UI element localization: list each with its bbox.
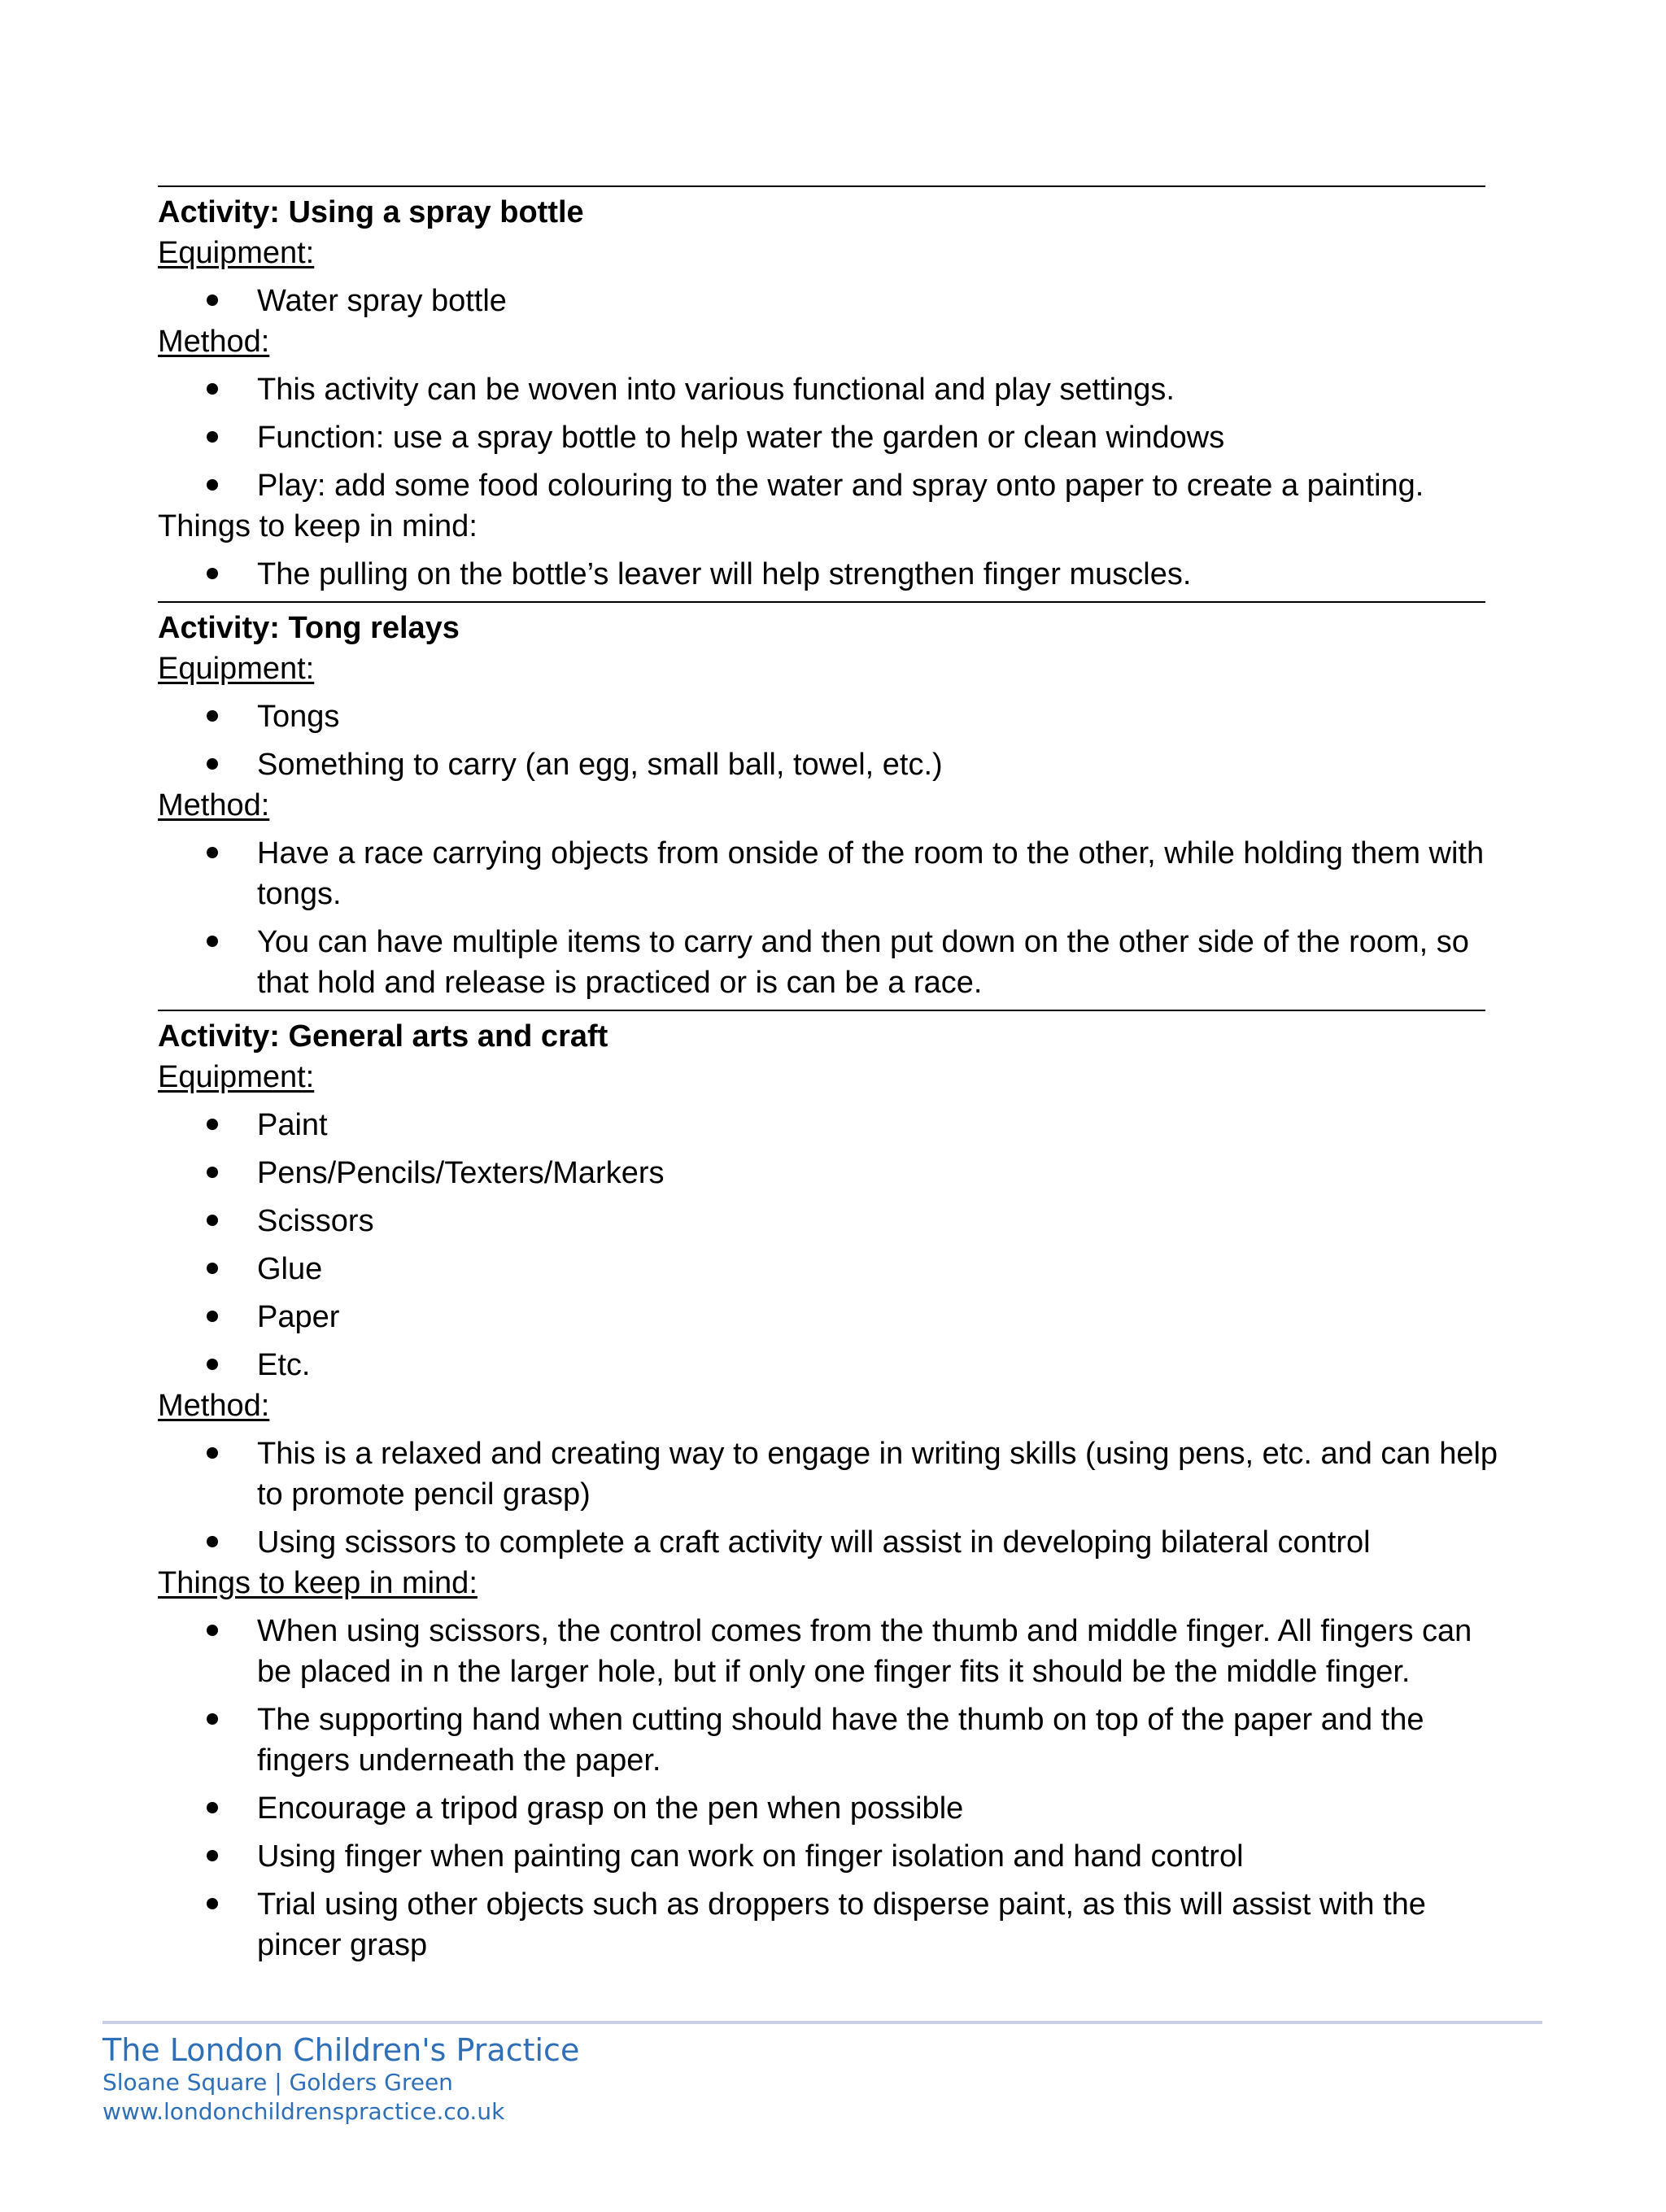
section-divider	[158, 185, 1485, 187]
activity-title: Activity: Tong relays	[158, 611, 460, 645]
notes-list	[158, 1611, 1500, 1965]
method-label: Method:	[158, 1389, 270, 1423]
list-item: When using scissors, the control comes from the thumb and middle finger. All fingers can be placed in n the larger hole, but if only one finger fits it should be the middle finger.	[158, 1611, 1500, 1692]
list-item: Play: add some food colouring to the water and spray onto paper to create a painting.	[158, 465, 1500, 506]
list-item: Glue	[158, 1249, 1500, 1289]
list-item: Tongs	[158, 696, 1500, 737]
section-divider	[158, 1010, 1485, 1011]
practice-website[interactable]: www.londonchildrenspractice.co.uk	[102, 2098, 505, 2125]
list-item: Trial using other objects such as droppers to disperse paint, as this will assist with the pincer grasp	[158, 1884, 1500, 1965]
list-item: Using finger when painting can work on finger isolation and hand control	[158, 1836, 1500, 1877]
activity-title: Activity: Using a spray bottle	[158, 195, 584, 229]
notes-label: Things to keep in mind:	[158, 1566, 478, 1600]
notes-list	[158, 554, 1500, 595]
equipment-list	[158, 1105, 1500, 1385]
notes-label: Things to keep in mind:	[158, 509, 478, 543]
practice-locations: Sloane Square | Golders Green	[102, 2069, 453, 2096]
page-footer	[102, 2021, 1542, 2127]
list-item: Pens/Pencils/Texters/Markers	[158, 1153, 1500, 1193]
list-item: Scissors	[158, 1201, 1500, 1241]
practice-name: The London Children's Practice	[102, 2032, 580, 2068]
document-body	[158, 185, 1500, 1965]
list-item: Something to carry (an egg, small ball, towel, etc.)	[158, 744, 1500, 785]
list-item: Paper	[158, 1297, 1500, 1337]
activity-spray-bottle	[158, 192, 1500, 595]
method-label: Method:	[158, 788, 270, 822]
list-item: This activity can be woven into various functional and play settings.	[158, 369, 1500, 410]
list-item: Using scissors to complete a craft activity will assist in developing bilateral control	[158, 1522, 1500, 1563]
equipment-label: Equipment:	[158, 652, 315, 686]
list-item: Water spray bottle	[158, 281, 1500, 321]
list-item: Paint	[158, 1105, 1500, 1145]
method-list	[158, 369, 1500, 506]
equipment-label: Equipment:	[158, 236, 315, 270]
equipment-label: Equipment:	[158, 1060, 315, 1094]
footer-divider	[102, 2021, 1542, 2024]
section-divider	[158, 601, 1485, 603]
list-item: The supporting hand when cutting should have the thumb on top of the paper and the fingers underneath the paper.	[158, 1699, 1500, 1781]
equipment-list	[158, 281, 1500, 321]
list-item: Encourage a tripod grasp on the pen when possible	[158, 1788, 1500, 1829]
method-list	[158, 833, 1500, 1003]
equipment-list	[158, 696, 1500, 785]
method-list	[158, 1433, 1500, 1563]
method-label: Method:	[158, 325, 270, 359]
list-item: The pulling on the bottle’s leaver will help strengthen finger muscles.	[158, 554, 1500, 595]
activity-title: Activity: General arts and craft	[158, 1019, 608, 1054]
activity-arts-and-craft	[158, 1016, 1500, 1965]
list-item: Function: use a spray bottle to help water the garden or clean windows	[158, 417, 1500, 458]
list-item: Etc.	[158, 1345, 1500, 1385]
list-item: You can have multiple items to carry and then put down on the other side of the room, so that hold and release is practiced or is can be a race.	[158, 922, 1500, 1003]
list-item: This is a relaxed and creating way to engage in writing skills (using pens, etc. and can help to promote pencil grasp)	[158, 1433, 1500, 1515]
list-item: Have a race carrying objects from onside of the room to the other, while holding them with tongs.	[158, 833, 1500, 914]
activity-tong-relays	[158, 608, 1500, 1003]
